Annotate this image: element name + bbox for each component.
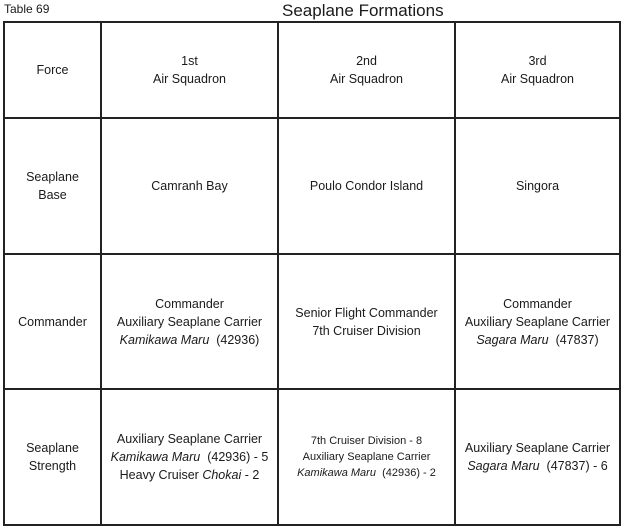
third-commander-ship-code: (47837) [555,332,599,347]
second-squadron-ordinal: 2nd [356,54,377,68]
third-commander-title: Commander [503,296,572,311]
third-strength-ship [460,457,615,475]
first-strength-cruiser [106,466,273,484]
third-squadron-ordinal: 3rd [528,54,547,68]
third-base-value: Singora [515,179,560,193]
force-header-cell [4,22,101,118]
second-squadron-header-cell [278,22,455,118]
first-commander-cell [101,254,278,389]
first-base-value: Camranh Bay [151,179,228,193]
commander-label-cell [4,254,101,389]
third-commander-ship-name: Sagara Maru [476,332,549,347]
first-strength-cruiser-count: - 2 [244,468,260,482]
first-strength-ship-count: (42936) - 5 [207,450,269,464]
table-title: Seaplane Formations [282,1,444,20]
first-commander-ship-name: Kamikawa Maru [119,332,210,347]
commander-row [4,254,620,389]
second-base-cell [278,118,455,254]
first-commander-title: Commander [155,296,224,311]
first-commander-ship [106,331,273,349]
seaplane-strength-label-line2: Strength [28,459,77,473]
seaplane-base-label-line2: Base [38,188,67,202]
seaplane-base-label-cell [4,118,101,254]
first-squadron-name: Air Squadron [153,72,226,86]
third-base-cell [455,118,620,254]
second-commander-division: 7th Cruiser Division [312,323,421,338]
third-strength-ship-type: Auxiliary Seaplane Carrier [464,441,611,455]
second-strength-division: 7th Cruiser Division - 8 [310,435,423,447]
seaplane-base-label-line1: Seaplane [26,170,79,184]
second-strength-ship [283,465,450,481]
third-commander-ship [460,331,615,349]
second-commander-title: Senior Flight Commander [295,305,438,320]
first-strength-cruiser-type: Heavy Cruiser [119,468,199,482]
commander-label: Commander [18,314,87,329]
seaplane-strength-label-line1: Seaplane [26,441,79,455]
seaplane-strength-row [4,389,620,525]
first-commander-ship-code: (42936) [216,332,260,347]
seaplane-base-row [4,118,620,254]
third-commander-cell [455,254,620,389]
first-strength-ship-name: Kamikawa Maru [110,450,201,464]
first-squadron-ordinal: 1st [181,54,198,68]
third-squadron-name: Air Squadron [501,72,574,86]
second-strength-cell [278,389,455,525]
first-commander-ship-type: Auxiliary Seaplane Carrier [116,314,263,329]
first-strength-cruiser-name: Chokai [202,468,242,482]
third-strength-ship-count: (47837) - 6 [546,459,608,473]
third-strength-ship-name: Sagara Maru [467,459,540,473]
first-strength-ship-type: Auxiliary Seaplane Carrier [116,432,263,446]
seaplane-strength-label-cell [4,389,101,525]
second-strength-ship-type: Auxiliary Seaplane Carrier [302,451,431,463]
force-label: Force [36,63,69,77]
second-squadron-name: Air Squadron [330,72,403,86]
first-base-cell [101,118,278,254]
table-number: Table 69 [4,2,50,16]
third-strength-cell [455,389,620,525]
first-strength-ship [106,448,273,466]
second-strength-ship-count: (42936) - 2 [382,467,436,479]
second-base-value: Poulo Condor Island [309,179,424,193]
second-commander-cell [278,254,455,389]
third-squadron-header-cell [455,22,620,118]
first-strength-cell [101,389,278,525]
seaplane-formations-table [3,21,621,526]
header-row [4,22,620,118]
first-squadron-header-cell [101,22,278,118]
third-commander-ship-type: Auxiliary Seaplane Carrier [464,314,611,329]
second-strength-ship-name: Kamikawa Maru [297,467,376,479]
